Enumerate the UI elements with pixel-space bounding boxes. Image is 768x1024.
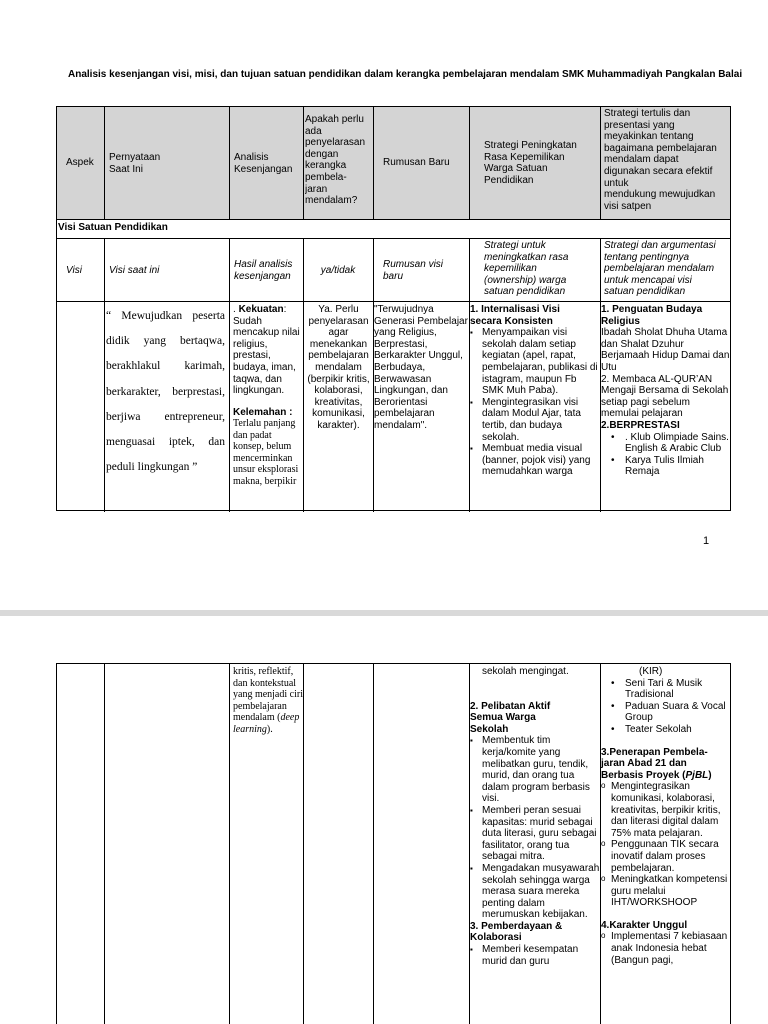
argumentasi-paragraph-2: 2. Membaca AL-QUR’AN Mengaji Bersama di Sekolah setiap pagi sebelum memulai pelajaran — [601, 373, 729, 420]
argumentasi-list-2-continued — [601, 678, 730, 736]
header-aspek: Aspek — [66, 157, 94, 168]
argumentasi-heading-1: 1. Penguatan Budaya Religius — [601, 304, 703, 327]
argumentasi-paragraph-1: Ibadah Sholat Dhuha Utama dan Shalat Dzuhur Berjamaah Hidup Damai dan Utu — [601, 327, 730, 373]
divider — [104, 107, 105, 219]
divider — [303, 107, 304, 219]
strategi-heading-1: 1. Internalisasi Visi secara Konsisten — [470, 304, 560, 327]
subheader-strategi-meningkatkan: Strategi untuk meningkatkan rasa kepemilikan (ownership) warga satuan pendidikan — [484, 240, 569, 298]
subheader-visi: Visi — [66, 265, 82, 276]
list-item: o Penggunaan TIK secara inovatif dalam proses pembelajaran. — [601, 839, 730, 874]
argumentasi-heading-2: 2.BERPRESTASI — [601, 419, 680, 431]
gap-analysis-table — [56, 106, 731, 511]
list-item: ▪ Membentuk tim kerja/komite yang melibatkan guru, tendik, murid, dan orang tua dalam program berbasis visi. — [470, 735, 600, 805]
penyelarasan-text: Ya. Perlu penyelarasan agar menekankan pembelajaran mendalam (berpikir kritis, kolaborasi, kreativitas, komunikasi, karakter). — [307, 304, 370, 431]
list-item: ▪ Membuat media visual (banner, pojok visi) yang memudahkan warga — [470, 443, 600, 478]
list-item: ▪ Memberi kesempatan murid dan guru — [470, 944, 600, 967]
argumentasi-heading-4: 4.Karakter Unggul — [601, 919, 688, 931]
strategi-list-2 — [470, 735, 600, 921]
header-strategi-peningkatan: Strategi Peningkatan Rasa Kepemilikan Warga Satuan Pendidikan — [484, 140, 577, 186]
subheader-hasil-analisis: Hasil analisis kesenjangan — [234, 259, 293, 282]
subheader-ya-tidak: ya/tidak — [320, 265, 356, 276]
divider — [229, 664, 230, 1024]
header-rumusan: Rumusan Baru — [383, 157, 450, 168]
list-item: • Paduan Suara & Vocal Group — [601, 701, 730, 724]
divider — [373, 664, 374, 1024]
list-item: • Karya Tulis Ilmiah Remaja — [601, 455, 730, 478]
header-apakah: Apakah perlu ada penyelarasan dengan kerangka pembela- jaran mendalam? — [305, 114, 366, 207]
strategi-kepemilikan — [470, 304, 600, 512]
strategi-heading-2: 2. Pelibatan Aktif Semua Warga Sekolah — [470, 700, 551, 735]
strategi-list-1 — [470, 327, 600, 478]
divider — [469, 107, 470, 219]
section-label: Visi Satuan Pendidikan — [58, 222, 168, 233]
subheader-strategi-argumentasi: Strategi dan argumentasi tentang pentingnya pembelajaran mendalam untuk mencapai visi satuan pendidikan — [604, 240, 716, 298]
list-item: ▪ Memberi peran sesuai kapasitas: murid sebagai duta literasi, guru sebagai fasilitator, orang tua sebagai mitra. — [470, 805, 600, 863]
analisis-kesenjangan-text — [233, 304, 303, 487]
list-item: ▪ Mengintegrasikan visi dalam Modul Ajar, tata tertib, dan budaya sekolah. — [470, 397, 600, 443]
list-item: • Teater Sekolah — [601, 724, 730, 736]
list-item: ▪ Menyampaikan visi sekolah dalam setiap kegiatan (apel, rapat, pembelajaran, publikasi di istagram, maupun Fb SMK Muh Paba). — [470, 327, 600, 397]
header-analisis: Analisis Kesenjangan — [234, 152, 293, 175]
divider — [373, 107, 374, 219]
visi-saat-ini-text: “ Mewujudkan peserta didik yang bertaqwa, berakhlakul karimah, berkarakter, berprestasi, berjiwa entrepreneur, menguasai iptek, dan peduli lingkungan ” — [106, 310, 225, 474]
divider — [57, 219, 730, 220]
kekuatan-block: . Kekuatan: Sudah mencakup nilai religius, prestasi, budaya, iman, taqwa, dan lingkungan. — [233, 304, 300, 397]
list-item: • Seni Tari & Musik Tradisional — [601, 678, 730, 701]
list-item: o Implementasi 7 kebiasaan anak Indonesia hebat (Bangun pagi, — [601, 931, 730, 966]
page-number: 1 — [703, 535, 710, 547]
strategi-argumentasi-continued — [601, 666, 730, 1024]
list-item-continued: sekolah mengingat. — [482, 666, 569, 677]
strategi-kepemilikan-continued — [470, 666, 600, 1024]
header-pernyataan: Pernyataan Saat Ini — [109, 152, 161, 175]
strategi-argumentasi — [601, 304, 730, 512]
kelemahan-text: Terlalu panjang dan padat konsep, belum mencerminkan unsur eksplorasi makna, berpikir — [233, 418, 299, 487]
gap-analysis-table-continued — [56, 663, 731, 1024]
document-page-2 — [0, 616, 768, 1024]
divider — [104, 238, 105, 512]
divider — [104, 664, 105, 1024]
argumentasi-list-3 — [601, 781, 730, 909]
rumusan-baru-text: "Terwujudnya Generasi Pembelajar yang Religius, Berprestasi, Berkarakter Unggul, Berbudaya, Berwawasan Lingkungan, dan Berorientasi pembelajaran mendalam". — [374, 304, 468, 431]
divider — [229, 107, 230, 219]
list-item: • . Klub Olimpiade Sains. English & Arabic Club — [601, 432, 730, 455]
strategi-list-3 — [470, 944, 600, 967]
header-strategi-tertulis: Strategi tertulis dan presentasi yang meyakinkan tentang bagaimana pembelajaran mendalam dapat digunakan secara efektif untuk mendukung mewujudkan visi satpen — [604, 108, 717, 212]
list-item: ▪ Mengadakan musyawarah sekolah sehingga warga merasa suara mereka penting dalam merumuskan kebijakan. — [470, 863, 600, 921]
kelemahan-text-continued: kritis, reflektif, dan kontekstual yang menjadi ciri pembelajaran mendalam (deep learning). — [233, 666, 303, 735]
subheader-visi-saat-ini: Visi saat ini — [109, 265, 160, 276]
list-item: o Meningkatkan kompetensi guru melalui IHT/WORKSHOOP — [601, 874, 730, 909]
strategi-heading-3: 3. Pemberdayaan & Kolaborasi — [470, 920, 563, 944]
argumentasi-heading-3: 3.Penerapan Pembela-jaran Abad 21 dan Berbasis Proyek (PjBL) — [601, 746, 712, 781]
subheader-rumusan-visi-baru: Rumusan visi baru — [383, 259, 444, 282]
divider — [57, 238, 730, 239]
list-item: o Mengintegrasikan komunikasi, kolaborasi, kreativitas, berpikir kritis, dan literasi digital dalam 75% mata pelajaran. — [601, 781, 730, 839]
list-item-continued: (KIR) — [639, 666, 663, 677]
divider — [229, 238, 230, 512]
argumentasi-list-2 — [601, 432, 730, 478]
divider — [303, 664, 304, 1024]
argumentasi-list-4 — [601, 931, 730, 966]
divider — [600, 107, 601, 219]
document-title: Analisis kesenjangan visi, misi, dan tujuan satuan pendidikan dalam kerangka pembelajaran mendalam SMK Muhammadiyah Pangkalan Balai — [68, 69, 743, 80]
divider — [57, 301, 730, 302]
kelemahan-label: Kelemahan : — [233, 406, 293, 418]
